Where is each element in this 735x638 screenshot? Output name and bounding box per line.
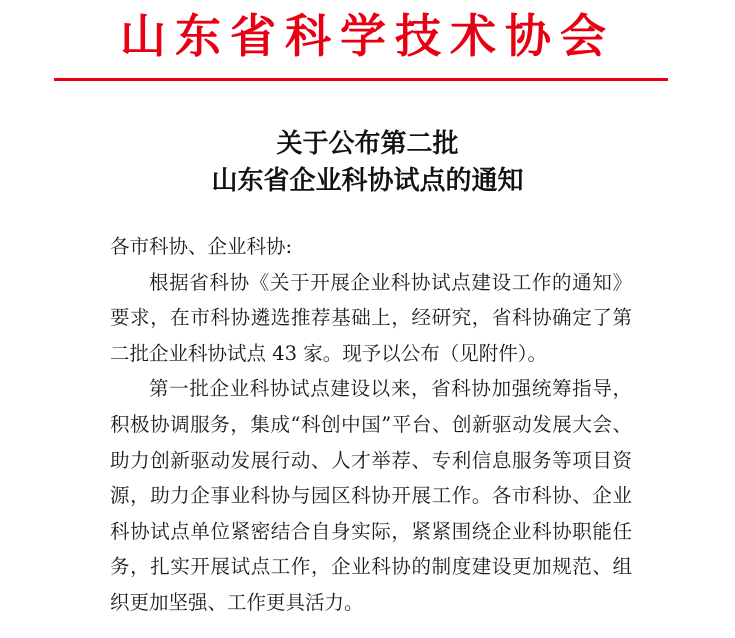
salutation: 各市科协、企业科协: (110, 235, 293, 258)
paragraph-2-line-4: 源，助力企事业科协与园区科协开展工作。各市科协、企业 (110, 484, 632, 508)
document-title-line-1: 关于公布第二批 (276, 129, 459, 159)
paragraph-2-line-6: 务，扎实开展试点工作，企业科协的制度建设更加规范、组 (110, 555, 632, 579)
paragraph-2-line-1: 第一批企业科协试点建设以来，省科协加强统筹指导， (149, 377, 632, 401)
paragraph-1-line-3: 二批企业科协试点 43 家。现予以公布（见附件）。 (110, 341, 547, 365)
letterhead-org-name: 山东省科学技术协会 (120, 9, 615, 63)
document-body (110, 229, 632, 621)
paragraph-1-line-1: 根据省科协《关于开展企业科协试点建设工作的通知》 (149, 270, 632, 294)
paragraph-2-line-3: 助力创新驱动发展行动、人才举荐、专利信息服务等项目资 (110, 448, 632, 472)
paragraph-2-line-7: 织更加坚强、工作更具活力。 (110, 590, 364, 614)
paragraph-1-line-2: 要求，在市科协遴选推荐基础上，经研究，省科协确定了第 (110, 306, 632, 330)
letterhead-red-rule (54, 78, 668, 81)
paragraph-2-line-2: 积极协调服务，集成“科创中国”平台、创新驱动发展大会、 (110, 412, 632, 436)
document-title-line-2: 山东省企业科协试点的通知 (211, 166, 524, 196)
paragraph-2-line-5: 科协试点单位紧密结合自身实际，紧紧围绕企业科协职能任 (110, 519, 632, 543)
